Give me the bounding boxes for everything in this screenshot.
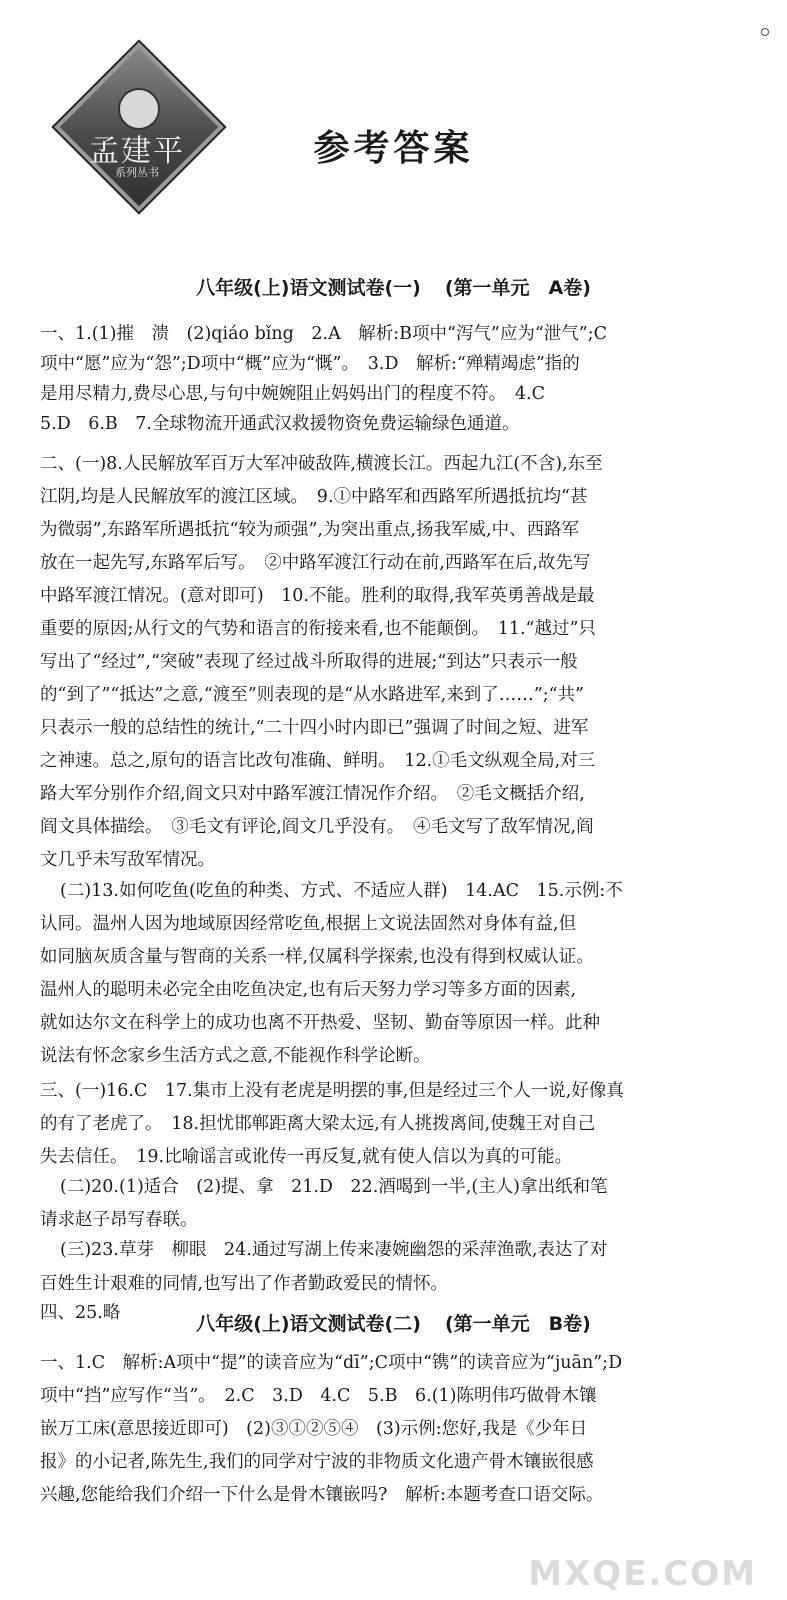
answer-line: 路大军分别作介绍,阎文只对中路军渡江情况作介绍。 ②毛文概括介绍, [40,784,585,804]
section-2-unit: (第一单元 [444,1313,530,1335]
page-title: 参考答案 [313,128,474,169]
section-2-name: 八年级(上)语文测试卷(二) [196,1313,421,1335]
answer-line: 江阴,均是人民解放军的渡江区域。 9.①中路军和西路军所遇抵抗均“甚 [40,487,588,507]
watermark: MXQE.COM [528,1554,757,1594]
answer-line: 文几乎未写敌军情况。 [40,850,215,870]
answer-line: 如同脑灰质含量与智商的关系一样,仅属科学探索,也没有得到权威认证。 [40,947,594,967]
answer-line: 报》的小记者,陈先生,我们的同学对宁波的非物质文化遗产骨木镶嵌很感 [40,1452,594,1472]
answer-line: 就如达尔文在科学上的成功也离不开热爱、坚韧、勤奋等原因一样。此种 [40,1013,600,1033]
answer-line: 项中“挡”应写作“当”。 2.C 3.D 4.C 5.B 6.(1)陈明伟巧做骨木镶 [40,1386,597,1406]
answer-line: 阎文具体描绘。 ③毛文有评论,阎文几乎没有。 ④毛文写了敌军情况,阎 [40,817,594,837]
answer-line: 写出了“经过”,“突破”表现了经过战斗所取得的进展;“到达”只表示一般 [40,652,578,672]
section-2-volume: B卷) [548,1313,591,1335]
section-1-volume: A卷) [548,277,591,299]
answer-line: 之神速。总之,原句的语言比改句准确、鲜明。 12.①毛文纵观全局,对三 [40,751,596,771]
logo-series: 系列丛书 [115,166,159,179]
corner-mark [761,28,769,36]
section-title-2 [0,1309,787,1336]
answer-line: 放在一起先写,东路军后写。 ②中路军渡江行动在前,西路军在后,故先写 [40,553,591,573]
answer-line: 二、(一)8.人民解放军百万大军冲破敌阵,横渡长江。西起九江(不含),东至 [40,454,603,474]
section-1-name: 八年级(上)语文测试卷(一) [196,277,421,299]
answer-line: 嵌万工床(意思接近即可) (2)③①②⑤④ (3)示例:您好,我是《少年日 [40,1419,588,1439]
answer-line: (三)23.草芽 柳眼 24.通过写湖上传来凄婉幽怨的采萍渔歌,表达了对 [60,1240,608,1260]
answer-line: 认同。温州人因为地域原因经常吃鱼,根据上文说法固然对身体有益,但 [40,914,577,934]
answer-line: 的有了老虎了。 18.担忧邯郸距离大梁太远,有人挑拨离间,使魏王对自己 [40,1114,596,1134]
answer-line: (二)20.(1)适合 (2)提、拿 21.D 22.酒喝到一半,(主人)拿出纸和笔 [60,1177,608,1197]
answer-line: 为微弱”,东路军所遇抵抗“较为顽强”,为突出重点,扬我军威,中、西路军 [40,520,580,540]
answer-line: 四、25.略 [40,1303,121,1323]
answer-line: 项中“愿”应为“怨”;D项中“概”应为“慨”。 3.D 解析:“殚精竭虑”指的 [40,354,580,374]
answer-line: (二)13.如何吃鱼(吃鱼的种类、方式、不适应人群) 14.AC 15.示例:不 [60,881,623,901]
section-title-1 [0,273,787,300]
answer-line: 的“到了”“抵达”之意,“渡至”则表现的是“从水路进军,来到了……”;“共” [40,685,584,705]
answer-line: 重要的原因;从行文的气势和语言的衔接来看,也不能颠倒。 11.“越过”只 [40,619,596,639]
answer-line: 兴趣,您能给我们介绍一下什么是骨木镶嵌吗? 解析:本题考查口语交际。 [40,1485,604,1505]
answer-line: 只表示一般的总结性的统计,“二十四小时内即已”强调了时间之短、进军 [40,718,589,738]
answer-line: 中路军渡江情况。(意对即可) 10.不能。胜利的取得,我军英勇善战是最 [40,586,595,606]
answer-line: 一、1.C 解析:A项中“提”的读音应为“dī”;C项中“镌”的读音应为“juān”;D [40,1353,623,1373]
answer-line: 失去信任。 19.比喻谣言或讹传一再反复,就有使人信以为真的可能。 [40,1147,573,1167]
answer-line: 百姓生计艰难的同情,也写出了作者勤政爱民的情怀。 [40,1274,449,1294]
answer-line: 5.D 6.B 7.全球物流开通武汉救援物资免费运输绿色通道。 [40,414,520,434]
answer-line: 说法有怀念家乡生活方式之意,不能视作科学论断。 [40,1046,431,1066]
answer-line: 温州人的聪明未必完全由吃鱼决定,也有后天努力学习等多方面的因素, [40,980,577,1000]
answer-line: 请求赵子昂写春联。 [40,1210,198,1230]
answer-line: 三、(一)16.C 17.集市上没有老虎是明摆的事,但是经过三个人一说,好像真 [40,1081,624,1101]
answer-line: 是用尽精力,费尽心思,与句中婉婉阻止妈妈出门的程度不符。 4.C [40,384,545,404]
section-1-unit: (第一单元 [444,277,530,299]
answer-line: 一、1.(1)摧 溃 (2)qiáo bǐng 2.A 解析:B项中“泻气”应为“泄气”;C [40,324,608,344]
logo-name: 孟建平 [89,134,185,169]
